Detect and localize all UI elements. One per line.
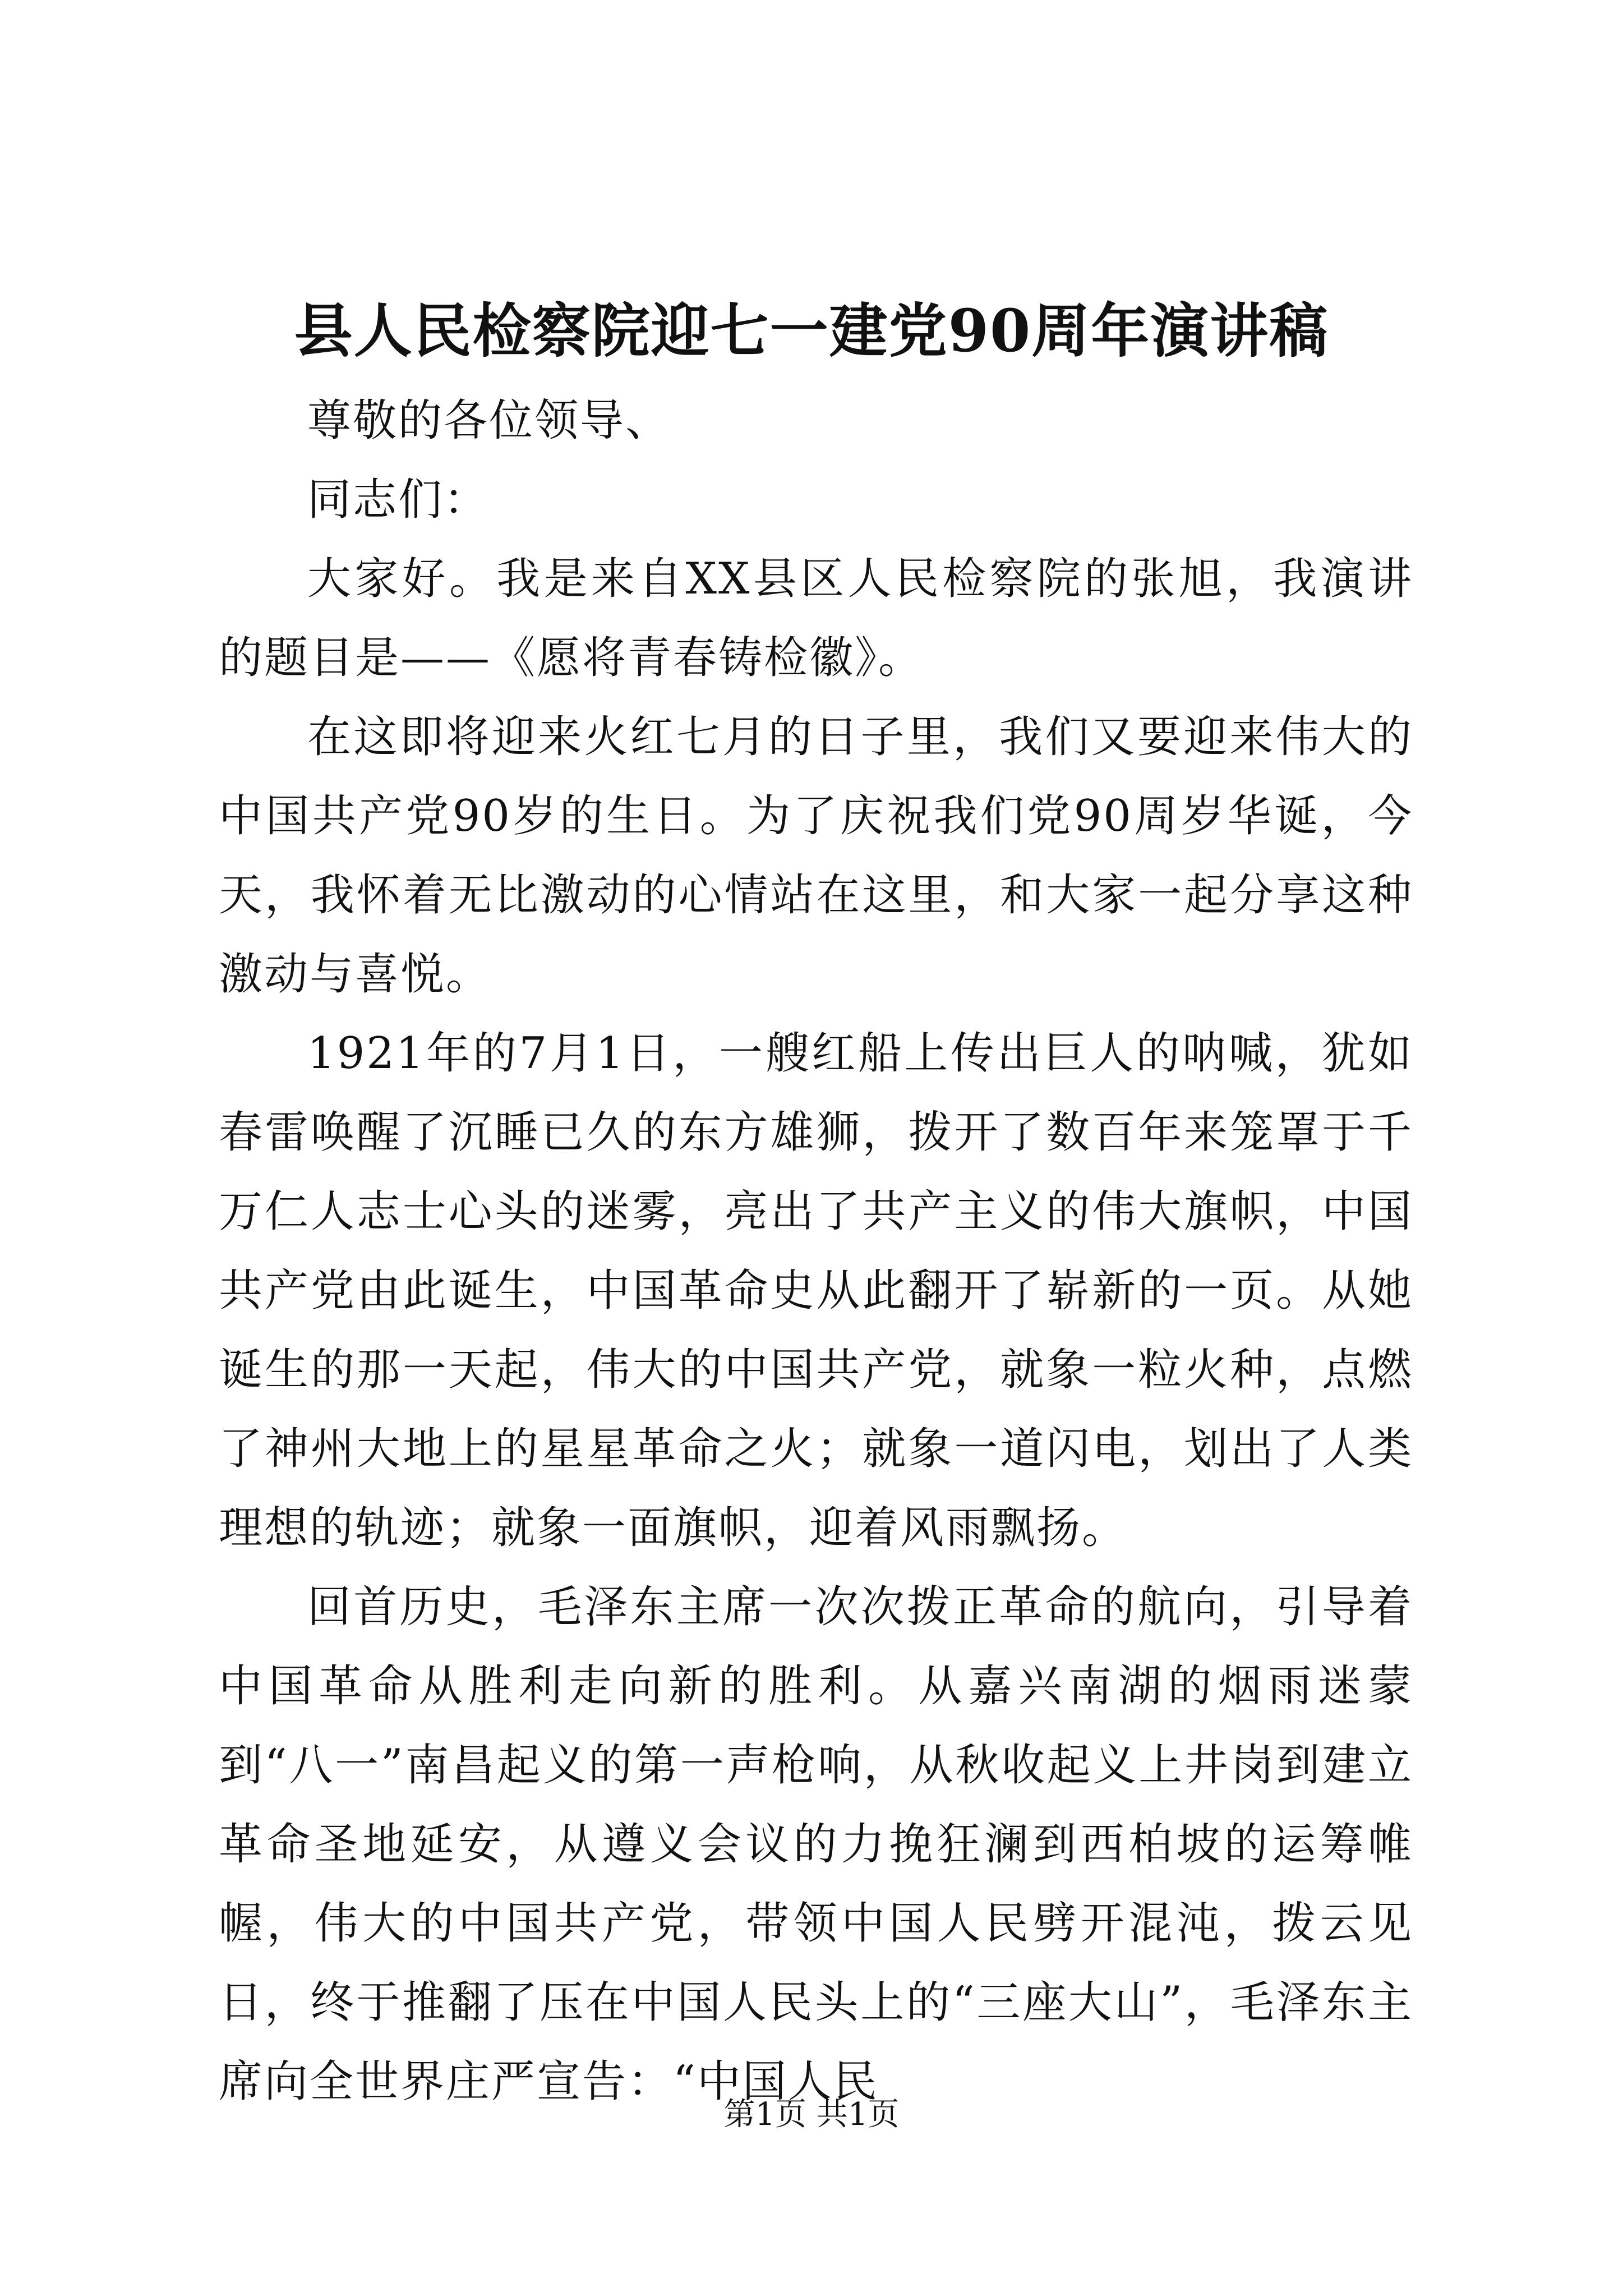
salutation-line-1: 尊敬的各位领导、	[307, 395, 671, 446]
paragraph: 在这即将迎来火红七月的日子里，我们又要迎来伟大的中国共产党90岁的生日。为了庆祝我们党90周岁华诞，今天，我怀着无比激动的心情站在这里，和大家一起分享这种激动与喜悦。	[219, 712, 1413, 1000]
paragraph: 大家好。我是来自XX县区人民检察院的张旭，我演讲的题目是——《愿将青春铸检徽》。	[219, 554, 1413, 683]
page-footer: 第1页 共1页	[723, 2096, 900, 2133]
paragraph: 1921年的7月1日，一艘红船上传出巨人的呐喊，犹如春雷唤醒了沉睡已久的东方雄狮，拨开了数百年来笼罩于千万仁人志士心头的迷雾，亮出了共产主义的伟大旗帜，中国共产党由此诞生，中国革命史从此翻开了崭新的一页。从她诞生的那一天起，伟大的中国共产党，就象一粒火种，点燃了神州大地上的星星革命之火；就象一道闪电，划出了人类理想的轨迹；就象一面旗帜，迎着风雨飘扬。	[219, 1028, 1413, 1553]
document-body	[219, 381, 1413, 2122]
paragraph: 回首历史，毛泽东主席一次次拨正革命的航向，引导着中国革命从胜利走向新的胜利。从嘉兴南湖的烟雨迷蒙到“八一”南昌起义的第一声枪响，从秋收起义上井岗到建立革命圣地延安，从遵义会议的力挽狂澜到西柏坡的运筹帷幄，伟大的中国共产党，带领中国人民劈开混沌，拨云见日，终于推翻了压在中国人民头上的“三座大山”，毛泽东主席向全世界庄严宣告：“中国人民	[219, 1582, 1413, 2107]
salutation-line-2: 同志们：	[307, 475, 490, 525]
document-title: 县人民检察院迎七一建党90周年演讲稿	[294, 296, 1329, 365]
